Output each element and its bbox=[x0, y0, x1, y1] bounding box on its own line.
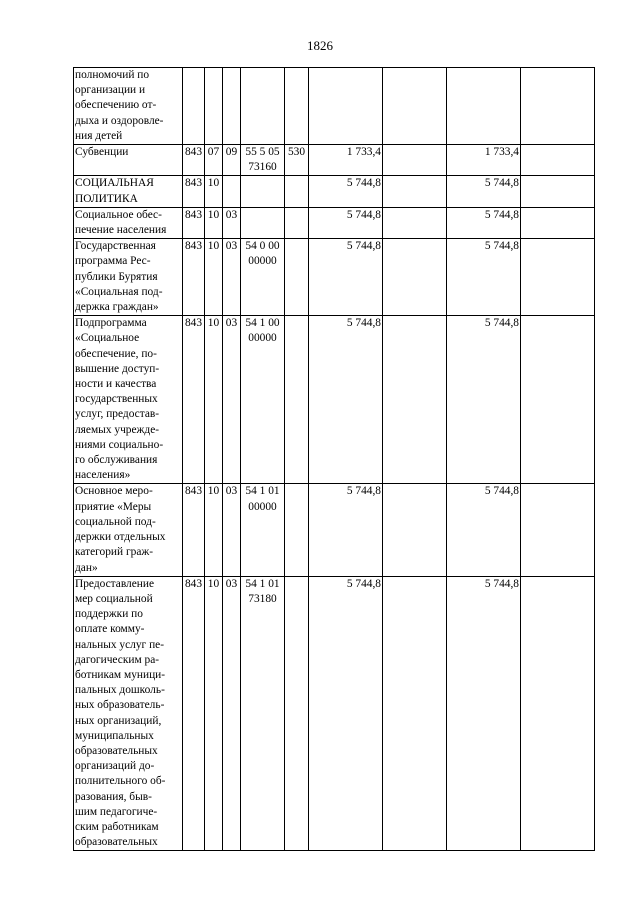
item-name-cell bbox=[74, 576, 183, 851]
target-article-cell: 55 5 05 73160 bbox=[241, 145, 285, 176]
amount-cell: 5 744,8 bbox=[309, 576, 383, 851]
item-name-cell bbox=[74, 207, 183, 238]
amount-cell bbox=[383, 68, 447, 145]
amount-cell: 5 744,8 bbox=[447, 316, 521, 484]
amount-cell: 1 733,4 bbox=[309, 145, 383, 176]
item-name-line: дыха и оздоровле- bbox=[75, 114, 164, 127]
table-row bbox=[74, 576, 595, 851]
item-name-line: нальных услуг пе- bbox=[75, 638, 165, 651]
ministry-code-cell: 843 bbox=[183, 576, 205, 851]
item-name-cell bbox=[74, 484, 183, 576]
amount-cell: 5 744,8 bbox=[447, 576, 521, 851]
section-code-cell: 10 bbox=[205, 207, 223, 238]
item-name-line: приятие «Меры bbox=[75, 500, 152, 513]
amount-cell bbox=[521, 176, 595, 207]
item-name-line: обеспечению от- bbox=[75, 99, 157, 112]
item-name-line: ляемых учрежде- bbox=[75, 423, 160, 436]
table-row bbox=[74, 68, 595, 145]
section-code-cell: 10 bbox=[205, 239, 223, 316]
table-row bbox=[74, 316, 595, 484]
item-name-cell bbox=[74, 176, 183, 207]
item-name-line: мер социальной bbox=[75, 592, 153, 605]
item-name-line: Государственная bbox=[75, 240, 156, 253]
table-row bbox=[74, 239, 595, 316]
item-name-line: Основное меро- bbox=[75, 485, 153, 498]
amount-cell bbox=[521, 145, 595, 176]
ministry-code-cell: 843 bbox=[183, 484, 205, 576]
item-name-cell bbox=[74, 68, 183, 145]
ministry-code-cell: 843 bbox=[183, 176, 205, 207]
item-name-line: Подпрограмма bbox=[75, 317, 147, 330]
amount-cell: 5 744,8 bbox=[309, 239, 383, 316]
subsection-code-cell: 03 bbox=[223, 484, 241, 576]
amount-cell bbox=[521, 68, 595, 145]
item-name-line: организации и bbox=[75, 84, 146, 97]
amount-cell: 5 744,8 bbox=[447, 207, 521, 238]
amount-cell bbox=[521, 316, 595, 484]
item-name-line: «Социальное bbox=[75, 332, 140, 345]
item-name-line: Социальное обес- bbox=[75, 208, 162, 221]
subsection-code-cell bbox=[223, 68, 241, 145]
item-name-line: социальной под- bbox=[75, 515, 156, 528]
ministry-code-cell bbox=[183, 68, 205, 145]
section-code-cell: 10 bbox=[205, 576, 223, 851]
amount-cell: 1 733,4 bbox=[447, 145, 521, 176]
amount-cell bbox=[309, 68, 383, 145]
item-name-line: пальных дошколь- bbox=[75, 684, 165, 697]
item-name-cell bbox=[74, 239, 183, 316]
item-name-line: категорий граж- bbox=[75, 546, 154, 559]
amount-cell: 5 744,8 bbox=[447, 176, 521, 207]
target-article-cell: 54 1 00 00000 bbox=[241, 316, 285, 484]
expense-type-cell bbox=[285, 239, 309, 316]
item-name-line: образовательных bbox=[75, 744, 158, 757]
item-name-line: организаций до- bbox=[75, 760, 155, 773]
amount-cell bbox=[521, 576, 595, 851]
item-name-line: ния детей bbox=[75, 129, 123, 142]
item-name-cell bbox=[74, 145, 183, 176]
amount-cell bbox=[383, 576, 447, 851]
amount-cell bbox=[383, 207, 447, 238]
item-name-line: держки отдельных bbox=[75, 531, 166, 544]
amount-cell bbox=[521, 239, 595, 316]
amount-cell: 5 744,8 bbox=[309, 176, 383, 207]
amount-cell bbox=[383, 176, 447, 207]
item-name-line: дан» bbox=[75, 561, 98, 574]
item-name-line: разования, быв- bbox=[75, 790, 152, 803]
expense-type-cell bbox=[285, 576, 309, 851]
subsection-code-cell: 03 bbox=[223, 239, 241, 316]
amount-cell bbox=[383, 316, 447, 484]
amount-cell bbox=[521, 207, 595, 238]
target-article-cell: 54 0 00 00000 bbox=[241, 239, 285, 316]
item-name-line: «Социальная под- bbox=[75, 285, 163, 298]
subsection-code-cell: 03 bbox=[223, 316, 241, 484]
table-row bbox=[74, 176, 595, 207]
amount-cell bbox=[383, 239, 447, 316]
item-name-line: ским работникам bbox=[75, 820, 159, 833]
section-code-cell bbox=[205, 68, 223, 145]
ministry-code-cell: 843 bbox=[183, 316, 205, 484]
subsection-code-cell: 09 bbox=[223, 145, 241, 176]
table-row bbox=[74, 145, 595, 176]
amount-cell: 5 744,8 bbox=[309, 316, 383, 484]
amount-cell: 5 744,8 bbox=[447, 484, 521, 576]
subsection-code-cell bbox=[223, 176, 241, 207]
ministry-code-cell: 843 bbox=[183, 145, 205, 176]
item-name-line: обеспечение, по- bbox=[75, 347, 157, 360]
section-code-cell: 07 bbox=[205, 145, 223, 176]
target-article-cell bbox=[241, 207, 285, 238]
ministry-code-cell: 843 bbox=[183, 207, 205, 238]
item-name-line: Предоставление bbox=[75, 577, 155, 590]
item-name-line: муниципальных bbox=[75, 729, 154, 742]
subsection-code-cell: 03 bbox=[223, 576, 241, 851]
item-name-line: вышение доступ- bbox=[75, 362, 160, 375]
amount-cell bbox=[521, 484, 595, 576]
item-name-line: оплате комму- bbox=[75, 623, 145, 636]
section-code-cell: 10 bbox=[205, 484, 223, 576]
item-name-line: шим педагогиче- bbox=[75, 805, 158, 818]
expense-type-cell: 530 bbox=[285, 145, 309, 176]
amount-cell: 5 744,8 bbox=[309, 207, 383, 238]
ministry-code-cell: 843 bbox=[183, 239, 205, 316]
amount-cell bbox=[383, 484, 447, 576]
budget-table bbox=[73, 67, 595, 851]
item-name-line: го обслуживания bbox=[75, 454, 158, 467]
item-name-line: публики Бурятия bbox=[75, 270, 158, 283]
page-number: 1826 bbox=[307, 38, 333, 53]
item-name-line: дагогическим ра- bbox=[75, 653, 160, 666]
section-code-cell: 10 bbox=[205, 316, 223, 484]
amount-cell bbox=[447, 68, 521, 145]
item-name-line: полномочий по bbox=[75, 69, 150, 81]
item-name-line: ности и качества bbox=[75, 378, 157, 391]
amount-cell: 5 744,8 bbox=[309, 484, 383, 576]
expense-type-cell bbox=[285, 176, 309, 207]
expense-type-cell bbox=[285, 484, 309, 576]
target-article-cell bbox=[241, 176, 285, 207]
item-name-line: печение населения bbox=[75, 224, 167, 237]
item-name-line: ПОЛИТИКА bbox=[75, 192, 138, 205]
item-name-line: ниями социально- bbox=[75, 438, 164, 451]
table-body bbox=[74, 68, 595, 851]
item-name-line: ботникам муници- bbox=[75, 668, 166, 681]
item-name-line: ных образователь- bbox=[75, 699, 165, 712]
item-name-line: услуг, предостав- bbox=[75, 408, 160, 421]
target-article-cell: 54 1 01 73180 bbox=[241, 576, 285, 851]
item-name-cell bbox=[74, 316, 183, 484]
item-name-line: населения» bbox=[75, 469, 131, 482]
target-article-cell bbox=[241, 68, 285, 145]
target-article-cell: 54 1 01 00000 bbox=[241, 484, 285, 576]
table-row bbox=[74, 207, 595, 238]
item-name-line: держка граждан» bbox=[75, 301, 159, 314]
expense-type-cell bbox=[285, 207, 309, 238]
item-name-line: ных организаций, bbox=[75, 714, 162, 727]
amount-cell bbox=[383, 145, 447, 176]
table-row bbox=[74, 484, 595, 576]
item-name-line: СОЦИАЛЬНАЯ bbox=[75, 177, 154, 190]
item-name-line: полнительного об- bbox=[75, 775, 166, 788]
item-name-line: образовательных bbox=[75, 836, 158, 849]
subsection-code-cell: 03 bbox=[223, 207, 241, 238]
expense-type-cell bbox=[285, 316, 309, 484]
section-code-cell: 10 bbox=[205, 176, 223, 207]
item-name-line: поддержки по bbox=[75, 608, 143, 621]
item-name-line: Субвенции bbox=[75, 146, 129, 159]
item-name-line: программа Рес- bbox=[75, 255, 151, 268]
item-name-line: государственных bbox=[75, 393, 158, 406]
amount-cell: 5 744,8 bbox=[447, 239, 521, 316]
expense-type-cell bbox=[285, 68, 309, 145]
